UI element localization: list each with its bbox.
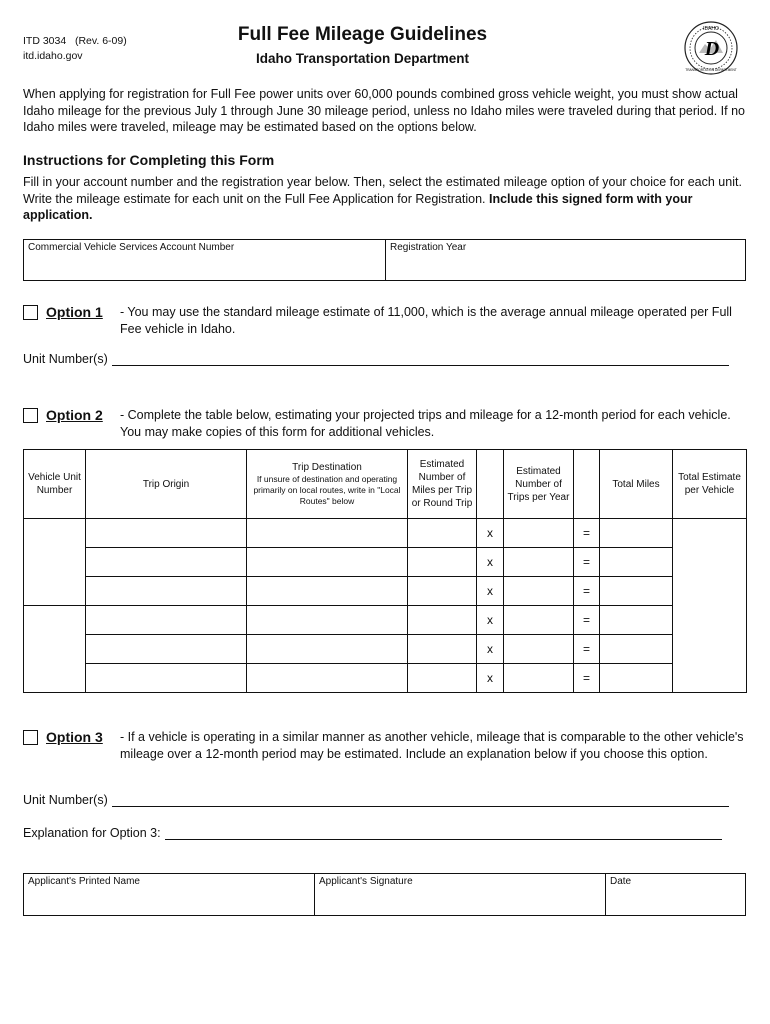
printed-name-label: Applicant's Printed Name — [28, 876, 140, 887]
header-destination-note: If unsure of destination and operating primarily on local routes, write in "Local Routes" below — [253, 474, 401, 506]
trip-mileage-table — [23, 449, 747, 693]
miles-cell[interactable] — [408, 664, 477, 693]
times-symbol: x — [477, 664, 504, 693]
equals-symbol: = — [574, 664, 600, 693]
trip-origin-cell[interactable] — [86, 548, 247, 577]
times-symbol: x — [477, 635, 504, 664]
option-3-explanation-label: Explanation for Option 3: — [23, 826, 161, 840]
option-3-checkbox[interactable] — [23, 730, 38, 745]
seal-bottom-text: TRANSPORTATION DEPARTMENT — [685, 68, 737, 72]
trip-destination-cell[interactable] — [247, 519, 408, 548]
option-2-checkbox[interactable] — [23, 408, 38, 423]
department-name: Idaho Transportation Department — [255, 51, 470, 66]
vehicle-unit-cell[interactable] — [24, 519, 86, 606]
times-symbol: x — [477, 606, 504, 635]
trip-origin-cell[interactable] — [86, 577, 247, 606]
vehicle-total-cell[interactable] — [673, 519, 747, 693]
table-row — [24, 519, 747, 548]
trips-cell[interactable] — [504, 519, 574, 548]
trips-cell[interactable] — [504, 548, 574, 577]
option-3-explanation-input[interactable] — [165, 827, 722, 840]
total-miles-cell[interactable] — [600, 577, 673, 606]
miles-cell[interactable] — [408, 548, 477, 577]
option-3-label: Option 3 — [46, 729, 103, 745]
equals-symbol: = — [574, 519, 600, 548]
instructions-heading: Instructions for Completing this Form — [23, 152, 275, 168]
header-miles: Estimated Number of Miles per Trip or Round Trip — [408, 450, 477, 519]
equals-symbol: = — [574, 606, 600, 635]
header-origin: Trip Origin — [86, 450, 247, 519]
trips-cell[interactable] — [504, 635, 574, 664]
total-miles-cell[interactable] — [600, 606, 673, 635]
registration-year-field[interactable] — [386, 240, 745, 280]
option-3-unit-label: Unit Number(s) — [23, 793, 108, 807]
option-1-checkbox[interactable] — [23, 305, 38, 320]
header-vehicle: Vehicle Unit Number — [24, 450, 86, 519]
option-2-label: Option 2 — [46, 407, 103, 423]
total-miles-cell[interactable] — [600, 664, 673, 693]
option-1-text: - You may use the standard mileage estimate of 11,000, which is the average annual mileage operated per Full Fee vehicle in Idaho. — [120, 305, 732, 336]
option-1-unit-input[interactable] — [112, 353, 729, 366]
miles-cell[interactable] — [408, 606, 477, 635]
option-3 — [23, 729, 748, 781]
page-title: Full Fee Mileage Guidelines — [237, 24, 488, 45]
option-1 — [23, 304, 748, 340]
miles-cell[interactable] — [408, 635, 477, 664]
printed-name-field[interactable] — [24, 874, 315, 915]
option-2 — [23, 407, 748, 443]
option-3-unit-input[interactable] — [112, 794, 729, 807]
itd-seal-icon — [683, 20, 739, 76]
table-row — [24, 577, 747, 606]
total-miles-cell[interactable] — [600, 548, 673, 577]
account-year-box — [23, 239, 746, 281]
intro-paragraph: When applying for registration for Full Fee power units over 60,000 pounds combined gross vehicle weight, you must show actual Idaho mileage for the previous July 1 through June 30 mileage period, unless no Idaho miles were traveled during that period. If no Idaho miles were traveled, mileage may be estimated based on the options below. — [23, 87, 745, 134]
option-2-text: - Complete the table below, estimating your projected trips and mileage for a 12-month period for each vehicle. You may make copies of this form for additional vehicles. — [120, 408, 731, 439]
instructions-paragraph — [23, 174, 748, 224]
times-symbol: x — [477, 577, 504, 606]
account-number-field[interactable] — [24, 240, 386, 280]
account-number-label: Commercial Vehicle Services Account Number — [28, 242, 235, 253]
option-3-unit-line — [23, 793, 729, 807]
trips-cell[interactable] — [504, 577, 574, 606]
trip-destination-cell[interactable] — [247, 577, 408, 606]
option-3-text: - If a vehicle is operating in a similar manner as another vehicle, mileage that is comparable to the other vehicle's mileage over a 12-month period may be estimated. Include an explanation below if you choose this option. — [120, 730, 744, 761]
instructions-bold-text: Include this signed form with your application. — [23, 191, 693, 222]
total-miles-cell[interactable] — [600, 519, 673, 548]
trip-destination-cell[interactable] — [247, 664, 408, 693]
table-row — [24, 664, 747, 693]
form-id: ITD 3034 — [23, 35, 67, 47]
signature-field[interactable] — [315, 874, 606, 915]
table-row — [24, 606, 747, 635]
option-1-unit-label: Unit Number(s) — [23, 352, 108, 366]
table-header-row — [24, 450, 747, 519]
option-1-unit-line — [23, 352, 729, 366]
header-trips: Estimated Number of Trips per Year — [504, 450, 574, 519]
header-vehicle-total: Total Estimate per Vehicle — [673, 450, 747, 519]
table-row — [24, 548, 747, 577]
equals-symbol: = — [574, 548, 600, 577]
trip-destination-cell[interactable] — [247, 606, 408, 635]
signature-box — [23, 873, 746, 916]
date-field[interactable] — [606, 874, 745, 915]
date-label: Date — [610, 876, 632, 887]
vehicle-unit-cell[interactable] — [24, 606, 86, 693]
trip-origin-cell[interactable] — [86, 664, 247, 693]
seal-top-text: IDAHO — [703, 26, 719, 32]
equals-symbol: = — [574, 577, 600, 606]
trip-origin-cell[interactable] — [86, 635, 247, 664]
trips-cell[interactable] — [504, 606, 574, 635]
header-destination — [247, 450, 408, 519]
trip-destination-cell[interactable] — [247, 548, 408, 577]
trip-origin-cell[interactable] — [86, 606, 247, 635]
total-miles-cell[interactable] — [600, 635, 673, 664]
trip-origin-cell[interactable] — [86, 519, 247, 548]
instructions-text: Fill in your account number and the registration year below. Then, select the estimated mileage option of your choice for each unit. Write the mileage estimate for each unit on the Full Fee Application for Registration. — [23, 175, 742, 206]
miles-cell[interactable] — [408, 519, 477, 548]
trip-destination-cell[interactable] — [247, 635, 408, 664]
times-symbol: x — [477, 519, 504, 548]
header-destination-title: Trip Destination — [292, 462, 362, 473]
header-total: Total Miles — [600, 450, 673, 519]
trips-cell[interactable] — [504, 664, 574, 693]
times-symbol: x — [477, 548, 504, 577]
website: itd.idaho.gov — [23, 50, 83, 62]
option-1-label: Option 1 — [46, 304, 103, 320]
form-revision: (Rev. 6-09) — [74, 35, 127, 47]
table-row — [24, 635, 747, 664]
signature-label: Applicant's Signature — [319, 876, 413, 887]
miles-cell[interactable] — [408, 577, 477, 606]
equals-symbol: = — [574, 635, 600, 664]
registration-year-label: Registration Year — [390, 242, 467, 253]
option-3-explanation-line — [23, 826, 722, 840]
seal-letter: D — [704, 38, 720, 60]
